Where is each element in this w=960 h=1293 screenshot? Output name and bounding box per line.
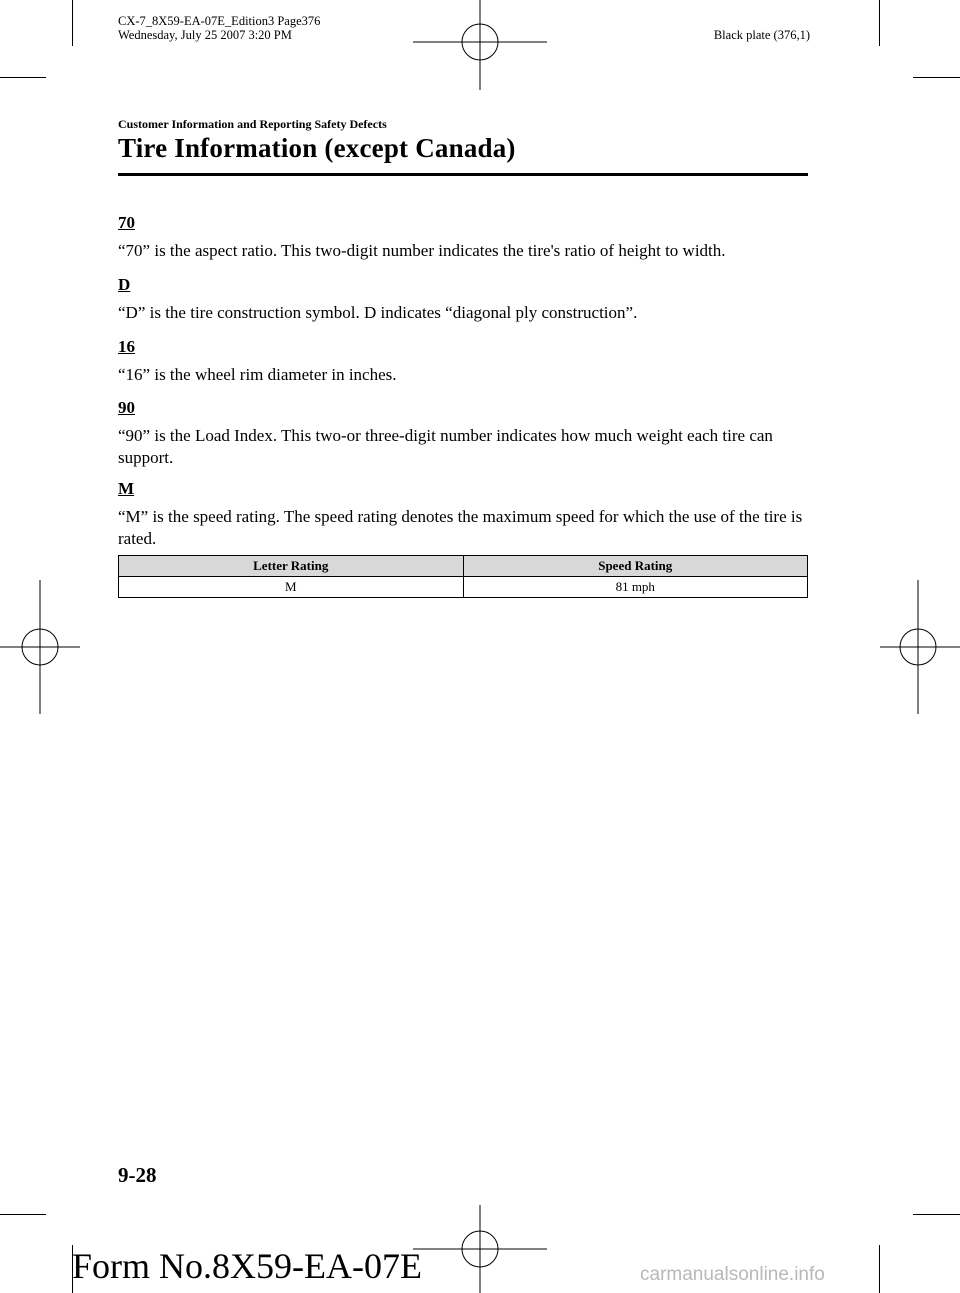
column-header-speed-rating: Speed Rating: [463, 556, 808, 577]
plate-info: Black plate (376,1): [713, 28, 810, 42]
desc-speed-rating: “M” is the speed rating. The speed rating denotes the maximum speed for which the use of the tire is rated.: [118, 507, 803, 548]
desc-construction: “D” is the tire construction symbol. D indicates “diagonal ply construction”.: [118, 303, 638, 322]
slug-line-2: Wednesday, July 25 2007 3:20 PM: [118, 28, 292, 42]
term-construction: D: [118, 275, 131, 294]
title-rule: [118, 173, 808, 176]
section-label: Customer Information and Reporting Safety Defects: [118, 117, 387, 131]
print-slug: [118, 14, 320, 42]
cell-speed-rating: 81 mph: [463, 577, 808, 598]
watermark-text: carmanualsonline.info: [640, 1264, 825, 1285]
page-number: 9-28: [118, 1163, 157, 1187]
desc-rim-diameter: “16” is the wheel rim diameter in inches.: [118, 365, 397, 384]
registration-target-left: [0, 580, 80, 714]
term-load-index: 90: [118, 398, 135, 417]
slug-line-1: CX-7_8X59-EA-07E_Edition3 Page376: [118, 14, 321, 28]
registration-target-right: [880, 580, 960, 714]
table-row: [119, 577, 808, 598]
registration-target-top: [413, 0, 547, 90]
column-header-letter-rating: Letter Rating: [119, 556, 464, 577]
desc-load-index: “90” is the Load Index. This two-or three-digit number indicates how much weight each tire can support.: [118, 426, 773, 467]
cell-letter-rating: M: [119, 577, 464, 598]
desc-aspect-ratio: “70” is the aspect ratio. This two-digit number indicates the tire's ratio of height to width.: [118, 241, 726, 260]
term-speed-rating: M: [118, 479, 135, 498]
term-rim-diameter: 16: [118, 337, 135, 356]
speed-rating-table: [118, 555, 808, 598]
page-title: Tire Information (except Canada): [118, 133, 516, 163]
registration-target-bottom: [413, 1205, 547, 1293]
term-aspect-ratio: 70: [118, 213, 135, 232]
table-header-row: [119, 556, 808, 577]
form-number: Form No.8X59-EA-07E: [72, 1246, 422, 1286]
